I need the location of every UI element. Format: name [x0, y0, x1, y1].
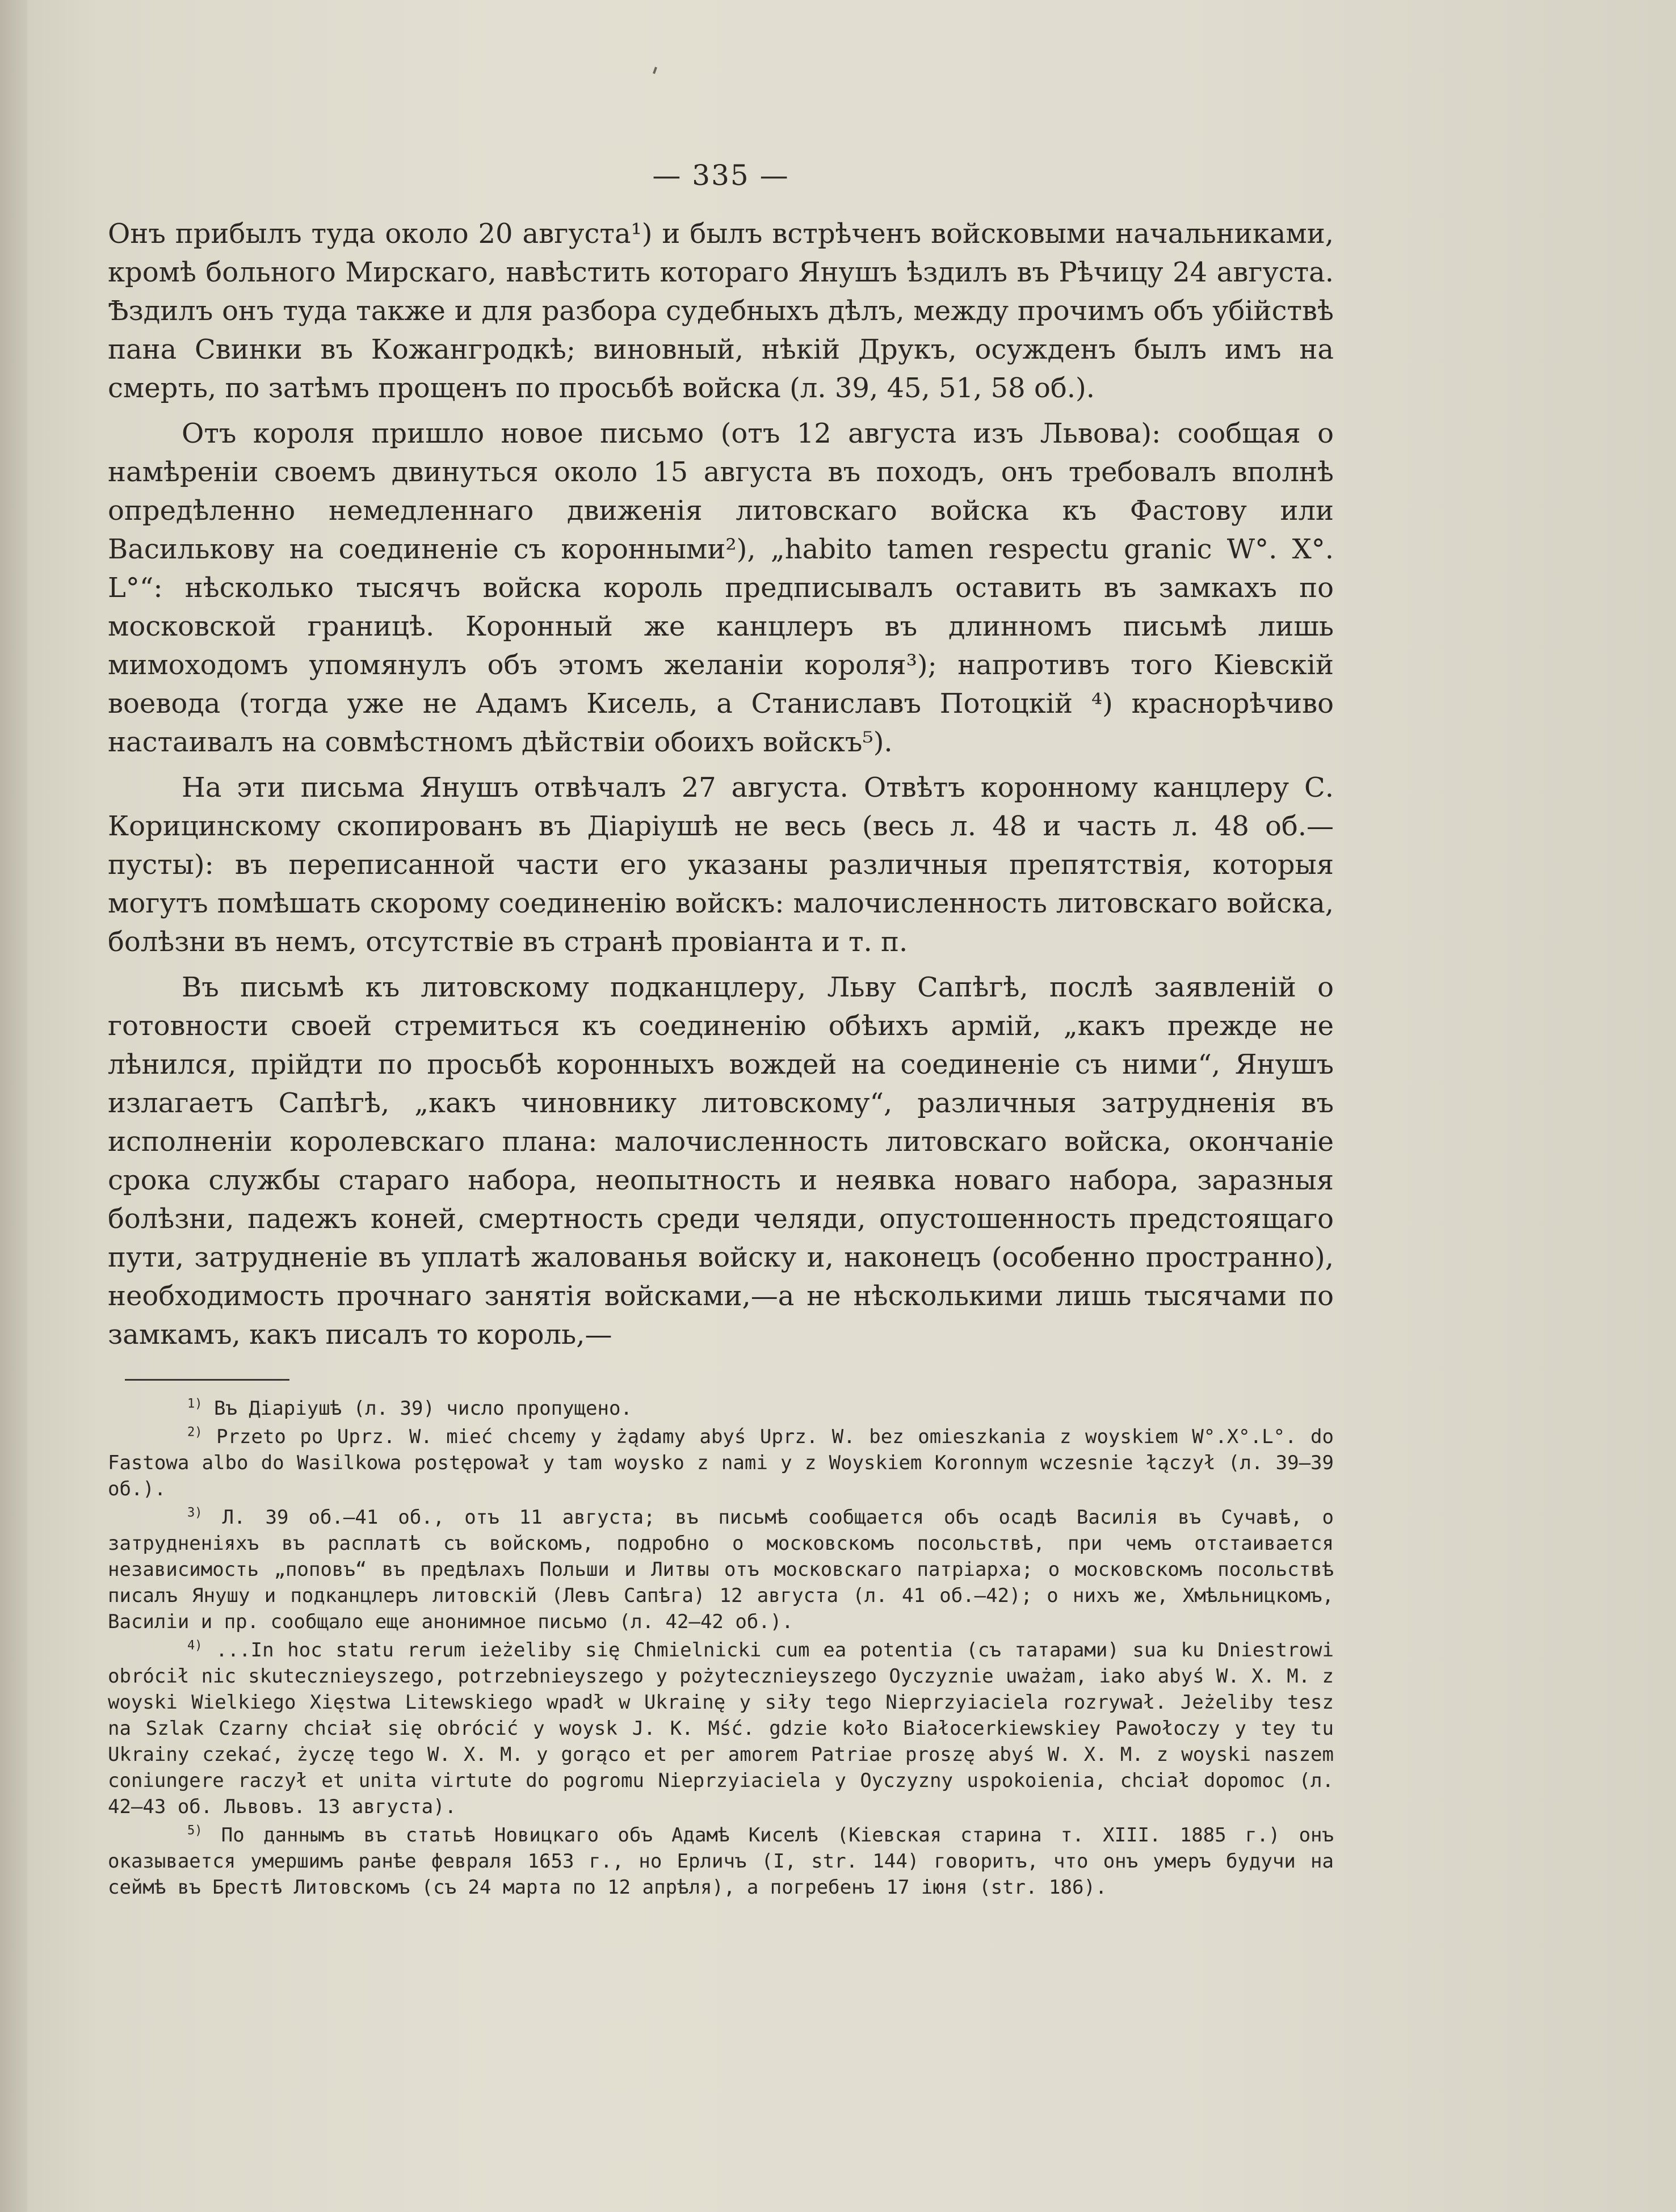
footnote-mark: 2)	[187, 1425, 203, 1440]
footnote-mark: 3)	[187, 1505, 203, 1520]
footnote-mark: 1)	[187, 1397, 203, 1411]
footnote-mark: 4)	[187, 1638, 203, 1653]
footnote-text: Л. 39 об.—41 об., отъ 11 августа; въ письмѣ сообщается объ осадѣ Василія въ Сучавѣ, о затрудненіяхъ въ расплатѣ съ войскомъ, подробно о московскомъ посольствѣ, при чемъ отстаивается независимость „поповъ“ въ предѣлахъ Польши и Литвы отъ московскаго патріарха; о московскомъ посольствѣ писалъ Янушу и подканцлеръ литовскій (Левъ Сапѣга) 12 августа (л. 41 об.—42); о нихъ же, Хмѣльницкомъ, Василіи и пр. сообщало еще анонимное письмо (л. 42—42 об.).	[108, 1506, 1334, 1633]
book-gutter-shadow	[0, 0, 27, 2212]
paragraph-4: Въ письмѣ къ литовскому подканцлеру, Льву Сапѣгѣ, послѣ заявленій о готовности своей стремиться къ соединенію обѣихъ армій, „какъ прежде не лѣнился, прійдти по просьбѣ коронныхъ вождей на соединеніе съ ними“, Янушъ излагаетъ Сапѣгѣ, „какъ чиновнику литовскому“, различныя затрудненія въ исполненіи королевскаго плана: малочисленность литовскаго войска, окончаніе срока службы стараго набора, неопытность и неявка новаго набора, заразныя болѣзни, падежъ коней, смертность среди челяди, опустошенность предстоящаго пути, затрудненіе въ уплатѣ жалованья войску и, наконецъ (особенно пространно), необходимость прочнаго занятія войсками,—а не нѣсколькими лишь тысячами по замкамъ, какъ писалъ то король,—	[108, 972, 1334, 1351]
footnote-mark: 5)	[187, 1823, 203, 1838]
footnote-text: По даннымъ въ статьѣ Новицкаго объ Адамѣ Киселѣ (Кіевская старина т. XIII. 1885 г.) онъ оказывается умершимъ ранѣе февраля 1653 г., но Ерличъ (I, str. 144) говоритъ, что онъ умеръ будучи на сеймѣ въ Брестѣ Литовскомъ (съ 24 марта по 12 апрѣля), а погребенъ 17 іюня (str. 186).	[108, 1824, 1334, 1899]
page-content	[108, 159, 1334, 1903]
paragraph-1: Онъ прибылъ туда около 20 августа¹) и былъ встрѣченъ войсковыми начальниками, кромѣ больного Мирскаго, навѣстить котораго Янушъ ѣздилъ въ Рѣчицу 24 августа. Ѣздилъ онъ туда также и для разбора судебныхъ дѣлъ, между прочимъ объ убійствѣ пана Свинки въ Кожангродкѣ; виновный, нѣкій Друкъ, осужденъ былъ имъ на смерть, по затѣмъ прощенъ по просьбѣ войска (л. 39, 45, 51, 58 об.).	[108, 218, 1334, 404]
footnote-5	[108, 1822, 1334, 1900]
footnote-1	[108, 1395, 1334, 1422]
page-number: — 335 —	[652, 159, 789, 192]
footnote-3	[108, 1504, 1334, 1635]
footnote-text: Въ Діаріушѣ (л. 39) число пропущено.	[213, 1397, 632, 1420]
footnote-separator	[125, 1379, 289, 1381]
footnote-2	[108, 1424, 1334, 1502]
paragraph-3: На эти письма Янушъ отвѣчалъ 27 августа. Отвѣтъ коронному канцлеру С. Корицинскому скопированъ въ Діаріушѣ не весь (весь л. 48 и часть л. 48 об.—пусты): въ переписанной части его указаны различныя препятствія, которыя могутъ помѣшать скорому соединенію войскъ: малочисленность литовскаго войска, болѣзни въ немъ, отсутствіе въ странѣ провіанта и т. п.	[108, 772, 1334, 958]
footnote-text: ...In hoc statu rerum ieżeliby się Chmielnicki cum ea potentia (съ татарами) sua ku Dniestrowi obrócił nic skutecznieyszego, potrzebnieyszego y pożytecznieyszego Oyczyznie uważam, iako abyś W. X. M. z woyski Wielkiego Xięstwa Litewskiego wpadł w Ukrainę y siły tego Nieprzyiaciela rozrywał. Jeżeliby tesz na Szlak Czarny chciał się obrócić y woysk J. K. Mść. gdzie koło Białocerkiewskiey Pawołoczy y tey tu Ukrainy czekać, życzę tego W. X. M. y gorąco et per amorem Patriae proszę abyś W. X. M. z woyski naszem coniungere raczył et unita virtute do pogromu Nieprzyiaciela y Oyczyzny uspokoienia, chciał dopomoc (л. 42—43 об. Львовъ. 13 августа).	[108, 1639, 1334, 1818]
paragraph-2: Отъ короля пришло новое письмо (отъ 12 августа изъ Львова): сообщая о намѣреніи своемъ двинуться около 15 августа въ походъ, онъ требовалъ вполнѣ опредѣленно немедленнаго движенія литовскаго войска къ Фастову или Василькову на соединеніе съ коронными²), „habito tamen respectu granic W°. X°. L°“: нѣсколько тысячъ войска король предписывалъ оставить въ замкахъ по московской границѣ. Коронный же канцлеръ въ длинномъ письмѣ лишь мимоходомъ упомянулъ объ этомъ желаніи короля³); напротивъ того Кіевскій воевода (тогда уже не Адамъ Кисель, а Станиславъ Потоцкій ⁴) краснорѣчиво настаивалъ на совмѣстномъ дѣйствіи обоихъ войскъ⁵).	[108, 418, 1334, 758]
footnote-text: Przeto po Uprz. W. mieć chcemy y żądamy abyś Uprz. W. bez omieszkania z woyskiem W°.X°.L°. do Fastowa albo do Wasilkowa postępował y tam woysko z nami y z Woyskiem Koronnym wczesnie łączył (л. 39—39 об.).	[108, 1425, 1334, 1500]
footnote-4	[108, 1637, 1334, 1820]
